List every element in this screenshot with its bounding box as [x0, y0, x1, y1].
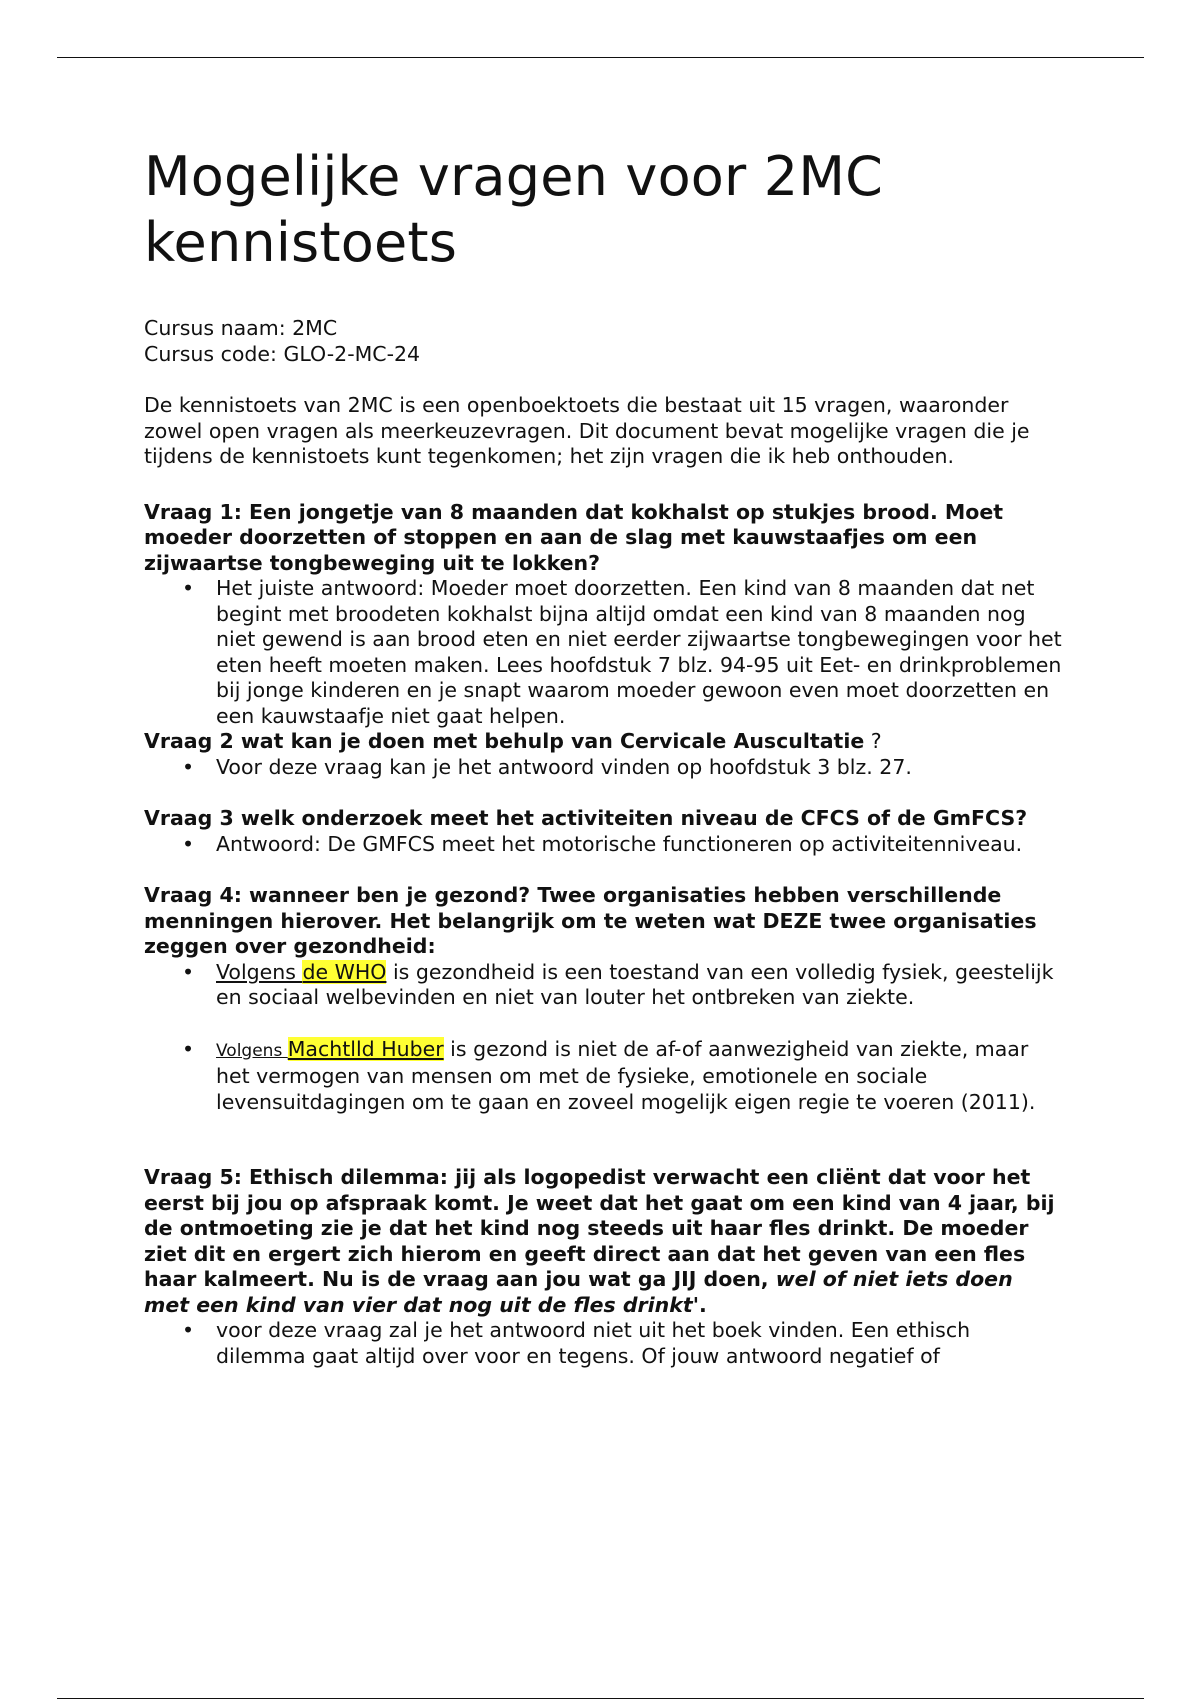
document-title: Mogelijke vragen voor 2MC kennistoets [144, 145, 884, 274]
question-2-text: Vraag 2 wat kan je doen met behulp van Cervicale Auscultatie [144, 729, 865, 753]
answer-2-text: Voor deze vraag kan je het antwoord vinden op hoofdstuk 3 blz. 27. [216, 754, 912, 779]
answer-3 [144, 832, 1064, 858]
top-rule [57, 57, 1144, 58]
bullet-icon: • [182, 1318, 195, 1342]
answer-list-1 [144, 576, 1064, 729]
answer-1 [144, 576, 1064, 729]
bullet-icon: • [182, 959, 195, 984]
course-meta [144, 316, 1064, 367]
question-5-text: Vraag 5: Ethisch dilemma: jij als logopedist verwacht een cliënt dat voor het eerst bij jou op afspraak komt. Je weet dat het gaat om een kind van 4 jaar, bij de ontmoeting zie je dat het kind nog steeds uit haar fles drinkt. De moeder ziet dit en ergert zich hierom en geeft direct aan dat het geven van een fles haar kalmeert. Nu is de vraag aan jou wat ga JIJ doen, [144, 1165, 1055, 1291]
answer-4-huber-highlight: Machtlld Huber [287, 1036, 444, 1061]
bottom-rule [57, 1698, 1144, 1699]
bullet-icon: • [182, 831, 195, 856]
question-2 [144, 729, 1064, 755]
bullet-icon: • [182, 576, 195, 600]
answer-1-text: Het juiste antwoord: Moeder moet doorzetten. Een kind van 8 maanden dat net begint met broodeten kokhalst bijna altijd omdat een kind van 8 maanden nog niet gewend is aan brood eten en niet eerder zijwaartse tongbewegingen voor het eten heeft moeten maken. Lees hoofdstuk 7 blz. 94-95 uit Eet- en drinkproblemen bij jonge kinderen en je snapt waarom moeder gewoon even moet doorzetten en een kauwstaafje niet gaat helpen. [216, 576, 1062, 728]
answer-4-huber-text: is gezond is niet de af-of aanwezigheid van ziekte, maar het vermogen van mensen om met de fysieke, emotionele en sociale levensuitdagingen om te gaan en zoveel mogelijk eigen regie te voeren (2011). [216, 1036, 1036, 1114]
question-1: Vraag 1: Een jongetje van 8 maanden dat kokhalst op stukjes brood. Moet moeder doorzetten of stoppen en aan de slag met kauwstaafjes om een zijwaartse tongbeweging uit te lokken? [144, 499, 1004, 575]
answer-list-3 [144, 832, 1064, 858]
bullet-icon: • [182, 754, 195, 779]
answer-4-who-prefix: Volgens [216, 959, 303, 984]
question-3: Vraag 3 welk onderzoek meet het activiteiten niveau de CFCS of de GmFCS? [144, 806, 1028, 830]
course-name: Cursus naam: 2MC [144, 316, 338, 340]
question-4: Vraag 4: wanneer ben je gezond? Twee organisaties hebben verschillende menningen hierover. Het belangrijk om te weten wat DEZE twee organisaties zeggen over gezondheid: [144, 883, 1037, 958]
question-5-italic: wel of niet iets doen met een kind van vier dat nog uit de fles drinkt [144, 1267, 1013, 1317]
answer-4-who-highlight: de WHO [302, 959, 387, 984]
answer-4-who-text: is gezondheid is een toestand van een volledig fysiek, geestelijk en sociaal welbevinden en niet van louter het ontbreken van ziekte. [216, 959, 1054, 1009]
answer-4-huber-prefix: Volgens [216, 1040, 288, 1061]
question-2-end: ? [864, 729, 882, 753]
answer-list-4 [144, 960, 1064, 1116]
answer-3-text: Antwoord: De GMFCS meet het motorische functioneren op activiteitenniveau. [216, 831, 1023, 856]
answer-4-huber [144, 1037, 1064, 1116]
intro-paragraph: De kennistoets van 2MC is een openboektoets die bestaat uit 15 vragen, waaronder zowel open vragen als meerkeuzevragen. Dit document bevat mogelijke vragen die je tijdens de kennistoets kunt tegenkomen; het zijn vragen die ik heb onthouden. [144, 393, 1030, 468]
bullet-icon: • [182, 1036, 195, 1061]
answer-list-2 [144, 755, 1064, 781]
course-code: Cursus code: GLO-2-MC-24 [144, 341, 421, 366]
answer-list-5 [144, 1318, 1064, 1369]
question-5 [144, 1165, 1064, 1318]
answer-4-who [144, 960, 1064, 1011]
answer-2 [144, 755, 1064, 781]
answer-5-text: voor deze vraag zal je het antwoord niet uit het boek vinden. Een ethisch dilemma gaat altijd over voor en tegens. Of jouw antwoord negatief of [216, 1318, 971, 1368]
question-5-end: '. [692, 1292, 707, 1317]
answer-5 [144, 1318, 1064, 1369]
spacer [144, 1011, 1064, 1037]
document-body [144, 144, 1064, 1369]
